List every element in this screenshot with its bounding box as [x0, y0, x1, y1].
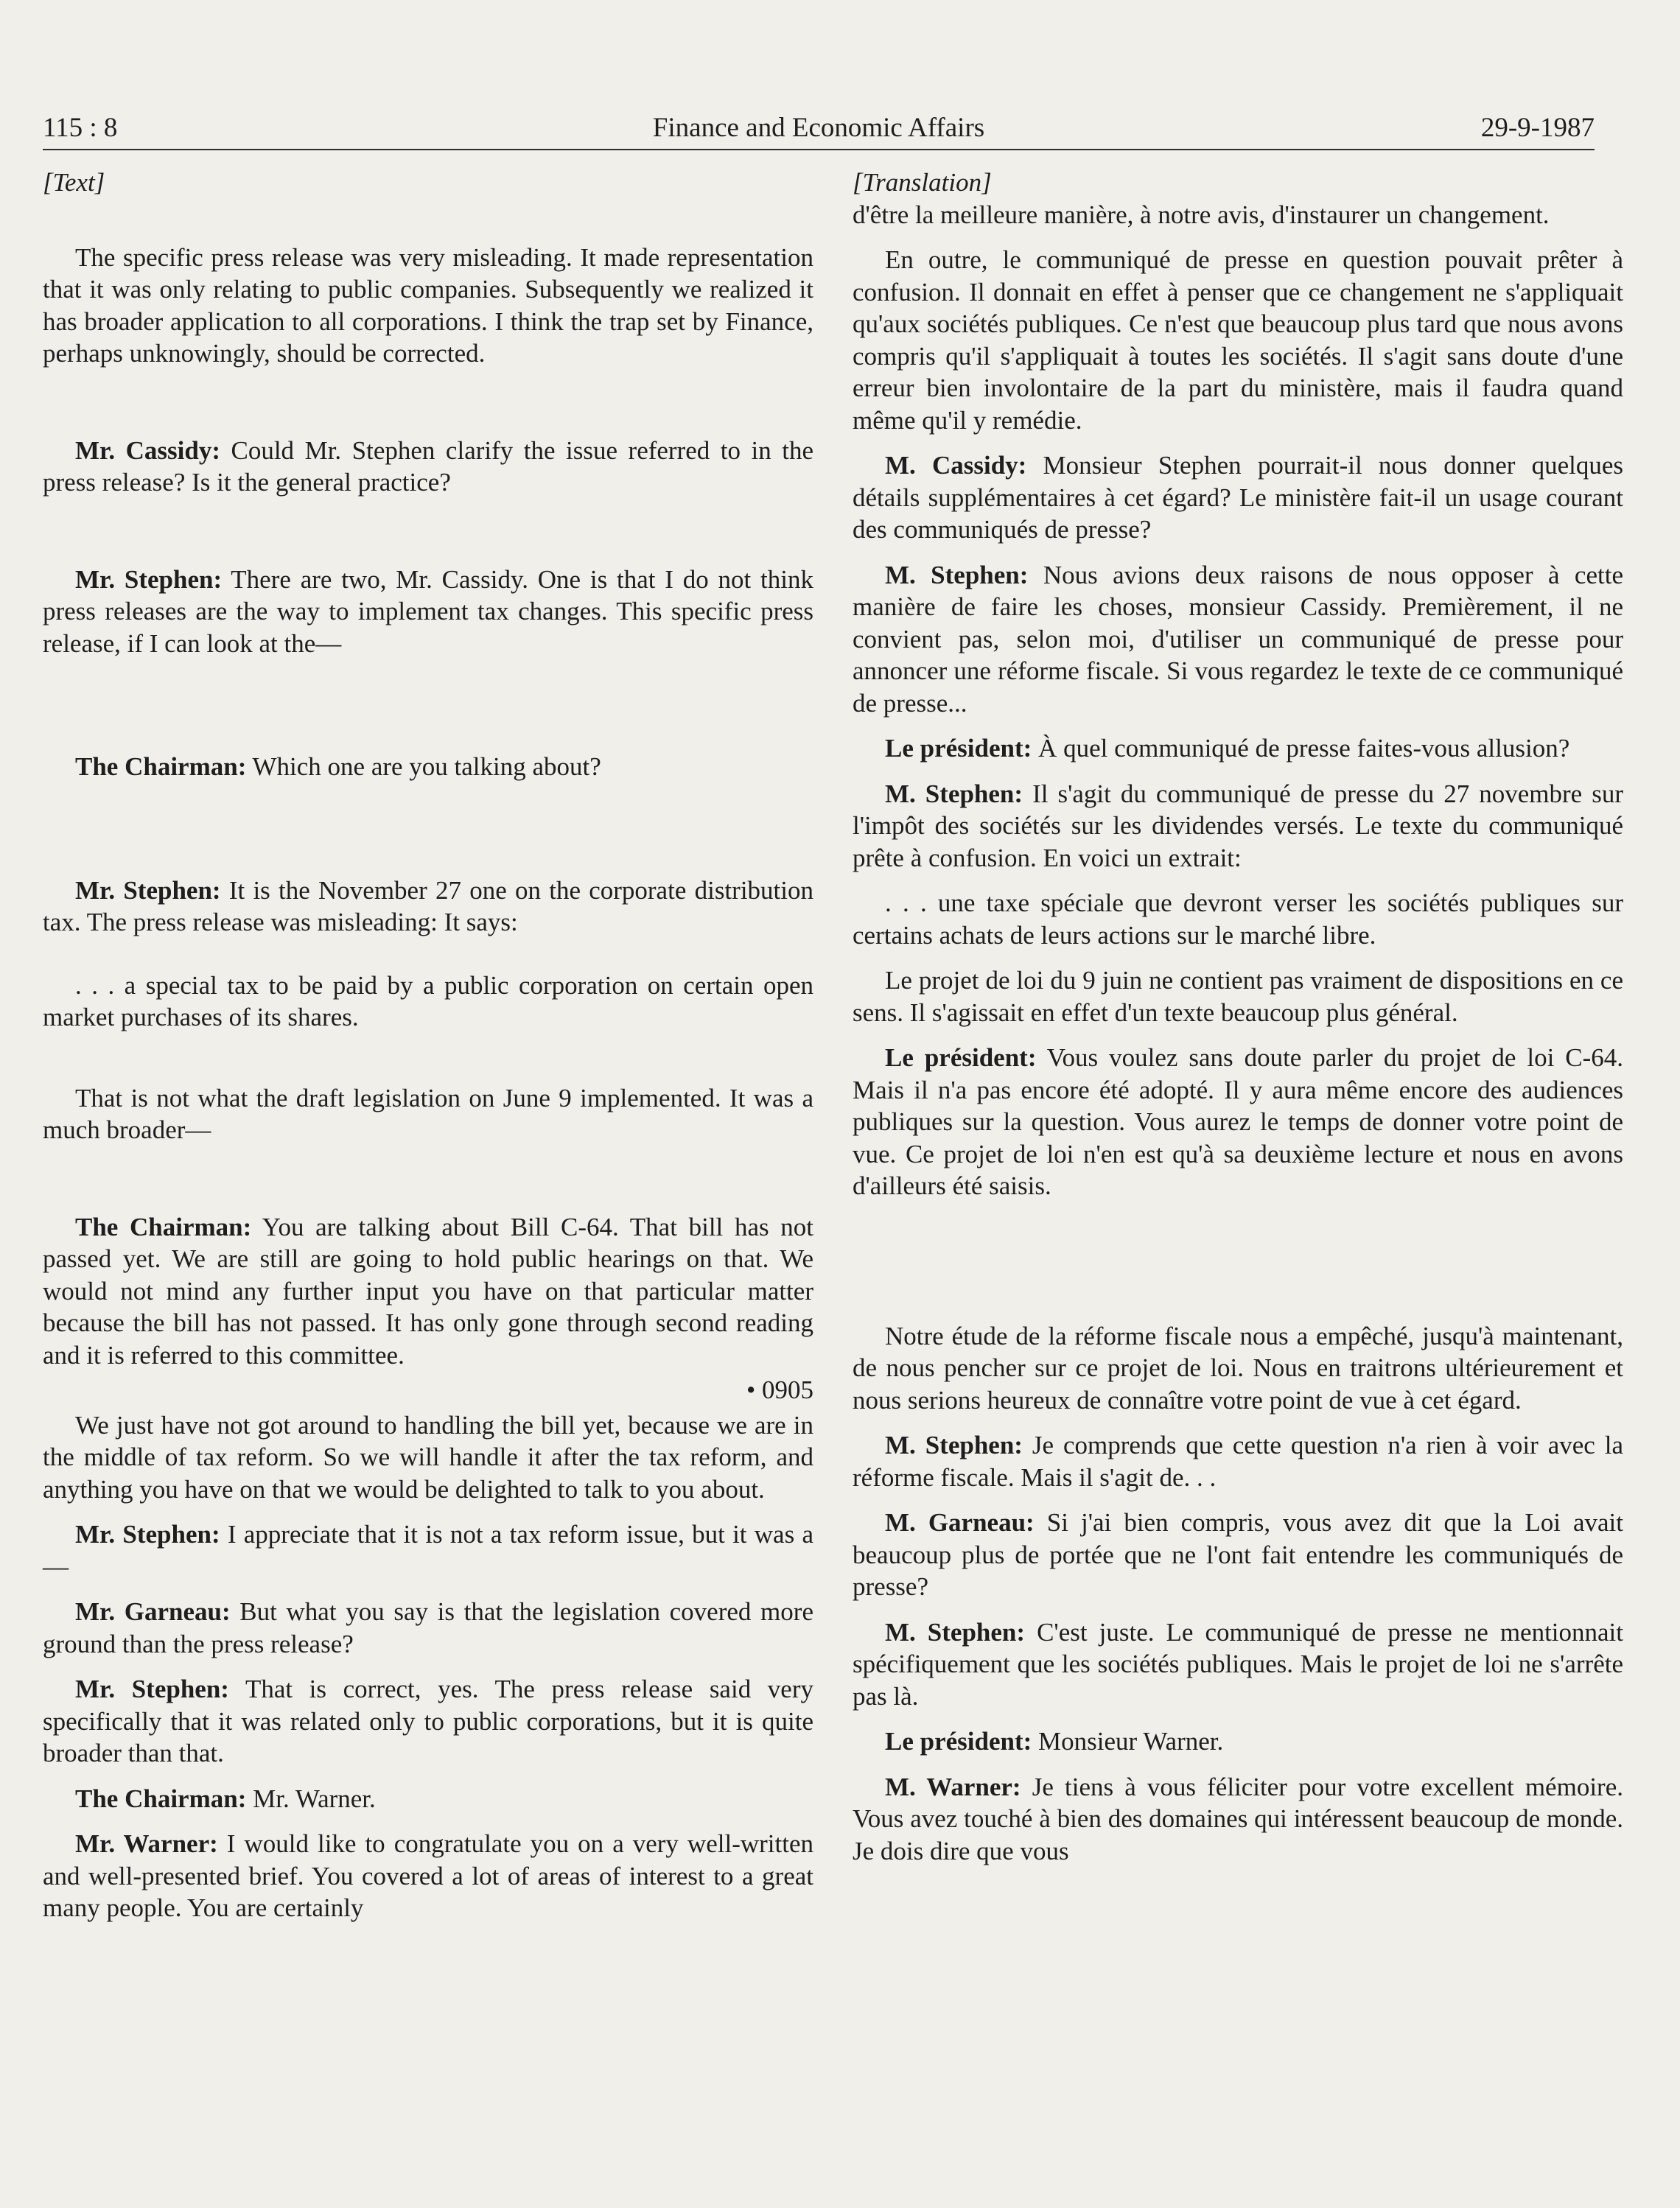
speaker-name: M. Cassidy:: [885, 451, 1027, 480]
speaker-name: Mr. Garneau:: [75, 1597, 231, 1626]
paragraph: We just have not got around to handling the bill yet, because we are in the middle of tax reform. So we will handle it after the tax reform, and anything you have on that we would be delighted to talk to you about.: [43, 1410, 813, 1504]
french-column: [853, 167, 1623, 1867]
speech-president: [853, 1725, 1623, 1758]
paragraph: En outre, le communiqué de presse en question pouvait prêter à confusion. Il donnait en effet à penser que ce changement ne s'appliquait qu'aux sociétés publiques. Ce n'est que beaucoup plus tard que nous avons compris qu'il s'appliquait à toutes les sociétés. Il s'agit sans doute d'une erreur bien involontaire de la part du ministère, mais il faudra quand même qu'il y remédie.: [853, 245, 1623, 435]
paragraph: The specific press release was very misleading. It made representation that it was only relating to public companies. Subsequently we realized it has broader application to all corporations. I think the trap set by Finance, perhaps unknowingly, should be corrected.: [43, 242, 813, 368]
page-number: 115 : 8: [43, 113, 118, 143]
paragraph: Le projet de loi du 9 juin ne contient pas vraiment de dispositions en ce sens. Il s'agissait en effet d'un texte beaucoup plus général.: [853, 966, 1623, 1027]
speaker-name: The Chairman:: [75, 1784, 247, 1813]
speech-text: But what you say is that the legislation covered more ground than the press release?: [43, 1597, 813, 1658]
speech-stephen: [853, 559, 1623, 720]
column-label-text: [Text]: [43, 168, 105, 197]
paragraph: d'être la meilleure manière, à notre avis, d'instaurer un changement.: [853, 200, 1550, 229]
speech-president: [853, 1042, 1623, 1202]
speech-stephen: [853, 778, 1623, 875]
speaker-name: Le président:: [885, 734, 1032, 763]
speech-warner: [43, 1828, 813, 1924]
paragraph: That is not what the draft legislation on June 9 implemented. It was a much broader—: [43, 1083, 813, 1144]
speech-text: Monsieur Warner.: [1032, 1727, 1224, 1756]
speaker-name: M. Stephen:: [885, 1431, 1023, 1459]
speech-text: You are talking about Bill C-64. That bill has not passed yet. We are still are going to hold public hearings on that. We would not mind any further input you have on that particular matter because the bill has not passed. It has only gone through second reading and it is referred to this committee.: [43, 1212, 813, 1370]
speech-text: Could Mr. Stephen clarify the issue referred to in the press release? Is it the general practice?: [43, 435, 813, 497]
speaker-name: M. Warner:: [885, 1772, 1021, 1801]
speaker-name: Mr. Stephen:: [75, 1520, 220, 1549]
speech-text: That is correct, yes. The press release said very specifically that it was related only to public corporations, but it is quite broader than that.: [43, 1675, 813, 1767]
speech-stephen: [853, 1429, 1623, 1493]
speech-garneau: [853, 1507, 1623, 1603]
speech-text: It is the November 27 one on the corporate distribution tax. The press release was misleading: It says:: [43, 875, 813, 936]
header-date: 29-9-1987: [1480, 113, 1595, 143]
speech-text: There are two, Mr. Cassidy. One is that I do not think press releases are the way to implement tax changes. This specific press release, if I can look at the—: [43, 564, 813, 658]
column-label-translation: [Translation]: [853, 168, 992, 197]
speaker-name: The Chairman:: [75, 752, 247, 781]
running-title: Finance and Economic Affairs: [652, 113, 985, 143]
speech-text: Which one are you talking about?: [246, 752, 601, 781]
english-column: [43, 167, 813, 1924]
speech-president: [853, 732, 1623, 765]
speech-text: Je comprends que cette question n'a rien à voir avec la réforme fiscale. Mais il s'agit de. . .: [853, 1431, 1623, 1492]
speech-text: Vous voulez sans doute parler du projet de loi C-64. Mais il n'a pas encore été adopté. Il y aura même encore des audiences publiques sur la question. Vous aurez le temps de donner votre point de vue. Ce projet de loi n'en est qu'à sa deuxième lecture et nous en avons d'ailleurs été saisis.: [853, 1043, 1623, 1200]
speech-text: Il s'agit du communiqué de presse du 27 novembre sur l'impôt des sociétés sur les dividendes versés. Le texte du communiqué prête à confusion. En voici un extrait:: [853, 779, 1623, 872]
speech-text: C'est juste. Le communiqué de presse ne mentionnait spécifiquement que les sociétés publiques. Mais le projet de loi ne s'arrête pas là.: [853, 1617, 1624, 1711]
speech-cassidy: [853, 449, 1623, 546]
speech-stephen: [43, 1518, 813, 1583]
speaker-name: Mr. Cassidy:: [75, 435, 220, 465]
speaker-name: Mr. Stephen:: [75, 875, 221, 905]
speaker-name: Mr. Stephen:: [75, 564, 223, 594]
block-quote: . . . une taxe spéciale que devront verser les sociétés publiques sur certains achats de leurs actions sur le marché libre.: [853, 889, 1623, 950]
page-header: [43, 109, 1595, 147]
block-quote: . . . a special tax to be paid by a public corporation on certain open market purchases of its shares.: [43, 970, 813, 1031]
speech-text: Je tiens à vous féliciter pour votre excellent mémoire. Vous avez touché à bien des domaines qui intéressent beaucoup de monde. Je dois dire que vous: [853, 1772, 1623, 1865]
speech-stephen: [43, 875, 813, 939]
speaker-name: Mr. Stephen:: [75, 1675, 229, 1703]
speech-stephen: [43, 564, 813, 660]
speech-text: Nous avions deux raisons de nous opposer à cette manière de faire les choses, monsieur Cassidy. Premièrement, il ne convient pas, selon moi, d'utiliser un communiqué de presse pour annoncer une réforme fiscale. Si vous regardez le texte de ce communiqué de presse...: [853, 560, 1623, 718]
speech-text: Si j'ai bien compris, vous avez dit que la Loi avait beaucoup plus de portée que ne l'ont fait entendre les communiqués de presse?: [853, 1508, 1623, 1601]
speech-stephen: [853, 1616, 1623, 1713]
speech-warner: [853, 1771, 1623, 1868]
speaker-name: M. Stephen:: [885, 779, 1023, 808]
speaker-name: Le président:: [885, 1043, 1037, 1072]
speech-cassidy: [43, 435, 813, 499]
speaker-name: Mr. Warner:: [75, 1829, 218, 1858]
speech-text: À quel communiqué de presse faites-vous allusion?: [1032, 734, 1570, 763]
paragraph: Notre étude de la réforme fiscale nous a empêché, jusqu'à maintenant, de nous pencher sur ce projet de loi. Nous en traitrons ultérieurement et nous serions heureux de connaître votre point de vue à cet égard.: [853, 1321, 1623, 1415]
speech-text: Monsieur Stephen pourrait-il nous donner quelques détails supplémentaires à cet égard? Le ministère fait-il un usage courant des communiqués de presse?: [853, 451, 1623, 544]
speaker-name: M. Stephen:: [885, 1617, 1026, 1647]
timecode: • 0905: [746, 1375, 813, 1404]
speaker-name: Le président:: [885, 1727, 1032, 1756]
speech-garneau: [43, 1596, 813, 1660]
header-rule: [43, 149, 1595, 150]
speech-chairman: [43, 1783, 813, 1815]
speech-stephen: [43, 1673, 813, 1770]
speech-text: I appreciate that it is not a tax reform issue, but it was a—: [43, 1520, 813, 1581]
speech-text: I would like to congratulate you on a very well-written and well-presented brief. You covered a lot of areas of interest to a great many people. You are certainly: [43, 1829, 813, 1922]
speaker-name: M. Garneau:: [885, 1508, 1035, 1537]
speaker-name: M. Stephen:: [885, 560, 1029, 589]
speech-text: Mr. Warner.: [246, 1784, 376, 1813]
speech-chairman: [43, 1211, 813, 1372]
speech-chairman: [43, 751, 813, 783]
speaker-name: The Chairman:: [75, 1212, 252, 1241]
